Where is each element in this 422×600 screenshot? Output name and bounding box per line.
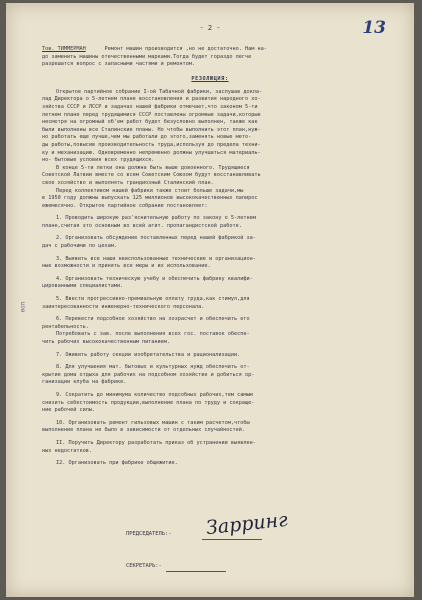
- text-line: ных недостатков.: [42, 447, 92, 454]
- margin-note: вап: [19, 301, 27, 313]
- text-line: летнем плане перед трудящимися СССР поставлены огромные задачи,которые: [42, 111, 261, 118]
- speaker-block: [42, 46, 378, 69]
- text-line: снизить себестоимость продукции,выполнение плана по труду и сокраще-: [42, 399, 255, 406]
- text-line: Советской Латвии вместе со всем Советским Союзом будут восстанавливать: [42, 172, 261, 179]
- text-line: чить рабочих высококачественным питанием.: [42, 339, 171, 345]
- text-line: ные возможности и принять все меры и их использование.: [42, 263, 211, 270]
- text-line: 8. Для улучшения мат. бытовых и культурных нужд обеспечить от-: [56, 364, 250, 371]
- text-line: заинтересованности инженерно-технического персонала.: [42, 303, 205, 310]
- resolution-title: РЕЗОЛЮЦИЯ:: [191, 75, 229, 82]
- text-line: 5. Ввести прогрессивно-премиальную оплату труда,как стимул,для: [56, 296, 250, 303]
- text-line: были выполнены все Сталинские планы. Но чтобы выполнить этот план,нуж-: [42, 126, 261, 133]
- document-body: [42, 46, 378, 468]
- text-line: ежемесячно. Открытое партийное собрание постановляет:: [42, 202, 208, 209]
- chairman-signature-line: [202, 539, 262, 540]
- intro-paragraph: [42, 89, 378, 165]
- text-line: 7. Оживить работу секции изобретательства и рационализации.: [56, 351, 241, 358]
- resolution-item-4: [42, 276, 378, 291]
- intro-paragraph-2: [42, 165, 378, 211]
- resolution-item-3: [42, 256, 378, 271]
- text-line: I2. Организовать при фабрике общежитие.: [56, 460, 178, 467]
- resolution-item-6: [42, 316, 378, 346]
- text-line: 10. Организовать ремонт гильзовых машин с таким расчетом,чтобы: [56, 419, 250, 426]
- text-line: 2. Организовать обсуждение поставленных перед нашей фабрикой за-: [56, 235, 256, 242]
- chairman-label: ПРЕДСЕДАТЕЛЬ:-: [126, 531, 172, 537]
- folio-number: 13: [362, 18, 386, 38]
- resolution-item-8: [42, 364, 378, 387]
- text-line: В конце 5-ти летки она должна быть выше довоенного. Трудящиеся: [56, 164, 250, 171]
- text-line: выполнение плана не было в зависимости от отдельных случайностей.: [42, 427, 246, 434]
- text-line: дач с рабочими по цехам.: [42, 243, 117, 250]
- text-line: 1. Проводить широкую раз'яснительную работу по закону о 5-летнем: [56, 215, 256, 222]
- text-line: Открытое партийное собрание I-ой Табачной фабрики, заслушав докла-: [56, 88, 263, 95]
- text-line: ды работы,повысив производительность труда,используя до предела техни-: [42, 141, 261, 148]
- resolution-item-10: [42, 420, 378, 435]
- text-line: рентабельность.: [42, 323, 89, 330]
- text-line: ние рабочей силы.: [42, 407, 96, 414]
- document-page: [6, 3, 414, 597]
- resolution-item-5: [42, 296, 378, 311]
- resolution-item-7: [42, 352, 378, 360]
- speaker-line: Ремонт машин производится ,но не достаточно. Нам на-: [104, 46, 267, 52]
- resolution-item-2: [42, 235, 378, 250]
- speaker-name: Тов. ТИММЕРМАН: [42, 46, 86, 52]
- speaker-line: до заменить машины отечественными марками.Тогда будет гораздо легче: [42, 53, 252, 60]
- text-line: цированными специалистами.: [42, 283, 124, 290]
- resolution-item-12: [42, 460, 378, 468]
- resolution-item-11: [42, 440, 378, 455]
- text-line: ку и механизацию. Одновременно непременно должны улучшаться материаль-: [42, 149, 261, 156]
- text-line: Перед коллективом нашей фабрики также стоит больше задачи,мы: [56, 187, 244, 194]
- resolution-item-1: [42, 215, 378, 230]
- chairman-signature: Зарринг: [204, 508, 289, 540]
- text-line: но- бытовые условия всех трудящихся.: [42, 157, 155, 164]
- text-line: крытие дома отдыха для рабочих на подсобном хозяйстве и добиться ор-: [42, 371, 255, 378]
- text-line: зяйства СССР и ЛССР и задачах нашей фабрики отмечает,что законом 5-ти: [42, 103, 258, 110]
- page-number: - 2 -: [199, 24, 221, 32]
- text-line: но работать еще лучше,чем мы работали до этого,заменять новые мето-: [42, 134, 252, 141]
- resolution-item-9: [42, 392, 378, 415]
- text-line: 3. Выявить все наши неиспользованные технические и организацион-: [56, 255, 256, 262]
- text-line: свое хозяйство и выполнять грандиозный Сталинский план.: [42, 179, 214, 186]
- text-line: Потребовать с зав. после выполнения всех гос. поставок обеспе-: [56, 331, 250, 338]
- speaker-line: разрешатся вопрос с запасными частями и ремонтом.: [42, 61, 196, 68]
- text-line: 9. Сократить до минимума количество подсобных рабочих,тем самым: [56, 391, 253, 398]
- text-line: II. Поручить Директору разработать приказ об устранении выявлен-: [56, 439, 256, 446]
- text-line: плане,считая это основным во всей агит. пропагандистской работе.: [42, 222, 242, 229]
- secretary-label: СЕКРЕТАРЬ:-: [126, 563, 162, 569]
- text-line: несмотря на огромный об'ем работ будет безусловно выполнен, также как: [42, 119, 258, 126]
- text-line: 4. Организовать техническую учебу и обеспечить фабрику квалифи-: [56, 275, 253, 282]
- secretary-signature-line: [166, 571, 226, 572]
- text-line: ганизации клуба на фабрике.: [42, 379, 127, 386]
- text-line: в 1950 году должны выпускать 125 миллионов высококачественных папирос: [42, 195, 258, 202]
- text-line: лад Директора о 5-летнем плане восстановления и развития народного хо-: [42, 96, 261, 103]
- text-line: 6. Перевести подсобное хозяйство на хозрасчет и обеспечить его: [56, 316, 250, 323]
